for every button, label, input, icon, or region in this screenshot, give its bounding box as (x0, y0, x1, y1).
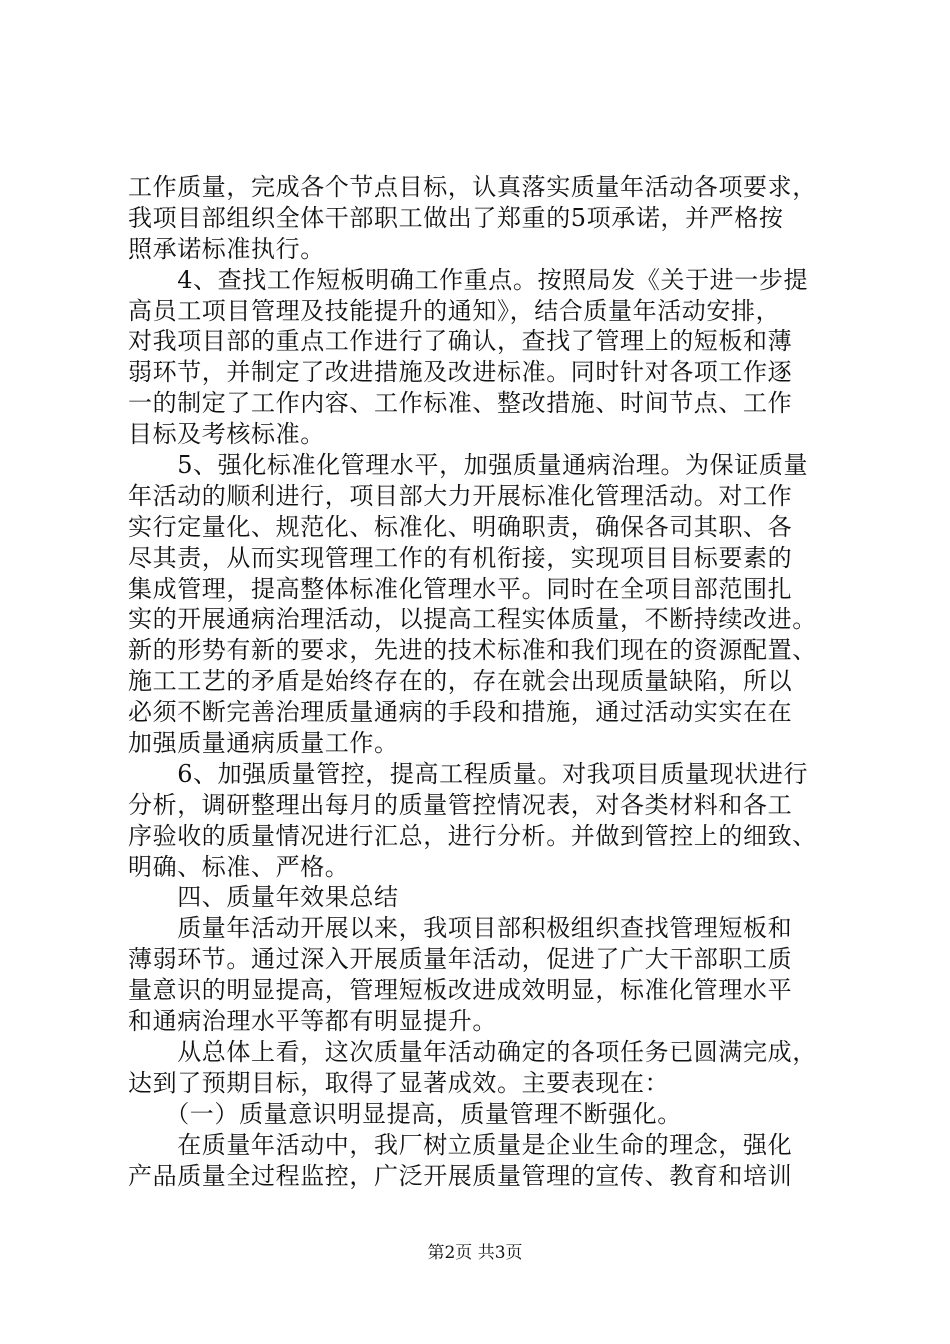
text-line: 目标及考核标准。 (128, 420, 325, 449)
text-line: 实行定量化、规范化、标准化、明确职责，确保各司其职、各 (128, 512, 793, 541)
text-line: 和通病治理水平等都有明显提升。 (128, 1007, 497, 1036)
section-heading: 四、质量年效果总结 (128, 883, 399, 912)
text-line: 照承诺标准执行。 (128, 234, 325, 263)
text-line: 尽其责，从而实现管理工作的有机衔接，实现项目目标要素的 (128, 543, 793, 572)
text-line: 6、加强质量管控，提高工程质量。对我项目质量现状进行 (128, 759, 809, 788)
text-line: 加强质量通病质量工作。 (128, 729, 399, 758)
text-line: 年活动的顺利进行，项目部大力开展标准化管理活动。对工作 (128, 481, 793, 510)
text-line: 5、强化标准化管理水平，加强质量通病治理。为保证质量 (128, 451, 809, 480)
text-line: 集成管理，提高整体标准化管理水平。同时在全项目部范围扎 (128, 574, 793, 603)
text-line: 4、查找工作短板明确工作重点。按照局发《关于进一步提 (128, 265, 809, 294)
text-line: 弱环节，并制定了改进措施及改进标准。同时针对各项工作逐 (128, 358, 793, 387)
text-line: 必须不断完善治理质量通病的手段和措施，通过活动实实在在 (128, 698, 793, 727)
subsection-heading: （一）质量意识明显提高，质量管理不断强化。 (128, 1099, 682, 1128)
document-body (128, 172, 840, 1191)
text-line: 薄弱环节。通过深入开展质量年活动，促进了广大干部职工质 (128, 945, 793, 974)
text-line: 高员工项目管理及技能提升的通知》，结合质量年活动安排， (128, 296, 781, 325)
text-line: 明确、标准、严格。 (128, 852, 350, 881)
text-line: 施工工艺的矛盾是始终存在的，存在就会出现质量缺陷，所以 (128, 667, 793, 696)
text-line: 达到了预期目标，取得了显著成效。主要表现在： (128, 1068, 670, 1097)
text-line: 从总体上看，这次质量年活动确定的各项任务已圆满完成， (128, 1037, 817, 1066)
text-line: 序验收的质量情况进行汇总，进行分析。并做到管控上的细致、 (128, 821, 817, 850)
text-line: 量意识的明显提高，管理短板改进成效明显，标准化管理水平 (128, 976, 793, 1005)
text-line: 实的开展通病治理活动，以提高工程实体质量，不断持续改进。 (128, 605, 817, 634)
text-line: 一的制定了工作内容、工作标准、整改措施、时间节点、工作 (128, 389, 793, 418)
text-line: 新的形势有新的要求，先进的技术标准和我们现在的资源配置、 (128, 636, 817, 665)
text-line: 对我项目部的重点工作进行了确认，查找了管理上的短板和薄 (128, 327, 793, 356)
text-line: 分析，调研整理出每月的质量管控情况表，对各类材料和各工 (128, 790, 793, 819)
text-line: 工作质量，完成各个节点目标，认真落实质量年活动各项要求， (128, 173, 817, 201)
text-line: 质量年活动开展以来，我项目部积极组织查找管理短板和 (128, 914, 793, 943)
text-line: 在质量年活动中，我厂树立质量是企业生命的理念，强化 (128, 1130, 793, 1159)
text-line: 产品质量全过程监控，广泛开展质量管理的宣传、教育和培训 (128, 1161, 793, 1190)
page-number-footer: 第2页 共3页 (427, 1243, 523, 1263)
text-line: 我项目部组织全体干部职工做出了郑重的5项承诺，并严格按 (128, 203, 784, 232)
